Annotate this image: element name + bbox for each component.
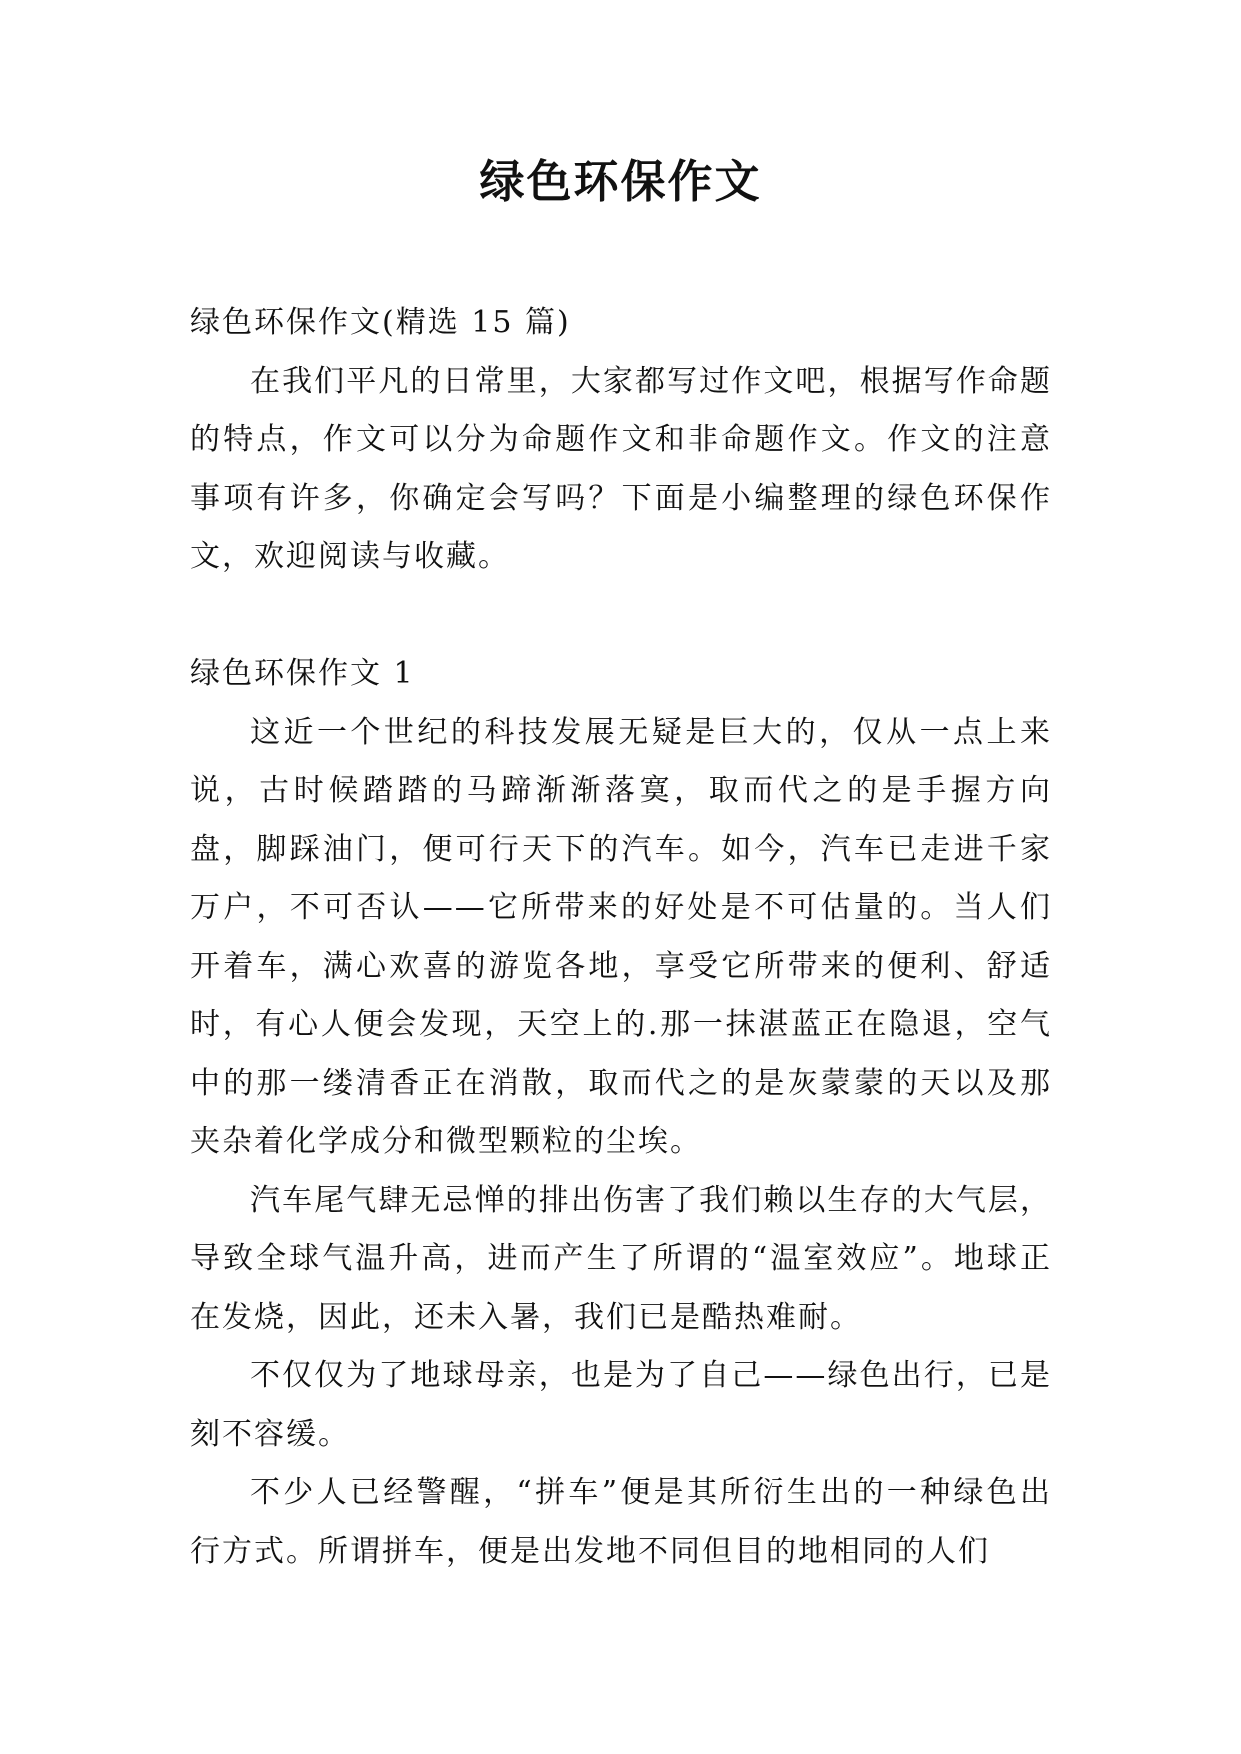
document-title: 绿色环保作文 bbox=[479, 155, 762, 208]
section-heading: 绿色环保作文 1 bbox=[190, 656, 415, 691]
body-paragraph: 汽车尾气肆无忌惮的排出伤害了我们赖以生存的大气层，导致全球气温升高，进而产生了所谓的“温室效应”。地球正在发烧，因此，还未入暑，我们已是酷热难耐。 bbox=[190, 1182, 1052, 1335]
body-paragraph: 这近一个世纪的科技发展无疑是巨大的，仅从一点上来说，古时候踏踏的马蹄渐渐落寞，取而代之的是手握方向盘，脚踩油门，便可行天下的汽车。如今，汽车已走进千家万户，不可否认——它所带来的好处是不可估量的。当人们开着车，满心欢喜的游览各地，享受它所带来的便利、舒适时，有心人便会发现，天空上的.那一抹湛蓝正在隐退，空气中的那一缕清香正在消散，取而代之的是灰蒙蒙的天以及那夹杂着化学成分和微型颗粒的尘埃。 bbox=[190, 714, 1052, 1159]
document-body bbox=[190, 294, 1052, 1581]
body-paragraph: 不少人已经警醒，“拼车”便是其所衍生出的一种绿色出行方式。所谓拼车，便是出发地不同但目的地相同的人们 bbox=[190, 1475, 1052, 1569]
intro-paragraph: 在我们平凡的日常里，大家都写过作文吧，根据写作命题的特点，作文可以分为命题作文和非命题作文。作文的注意事项有许多，你确定会写吗？下面是小编整理的绿色环保作文，欢迎阅读与收藏。 bbox=[190, 363, 1052, 574]
body-paragraph: 不仅仅为了地球母亲，也是为了自己——绿色出行，已是刻不容缓。 bbox=[190, 1358, 1052, 1452]
document-subtitle: 绿色环保作文(精选 15 篇) bbox=[190, 305, 571, 340]
